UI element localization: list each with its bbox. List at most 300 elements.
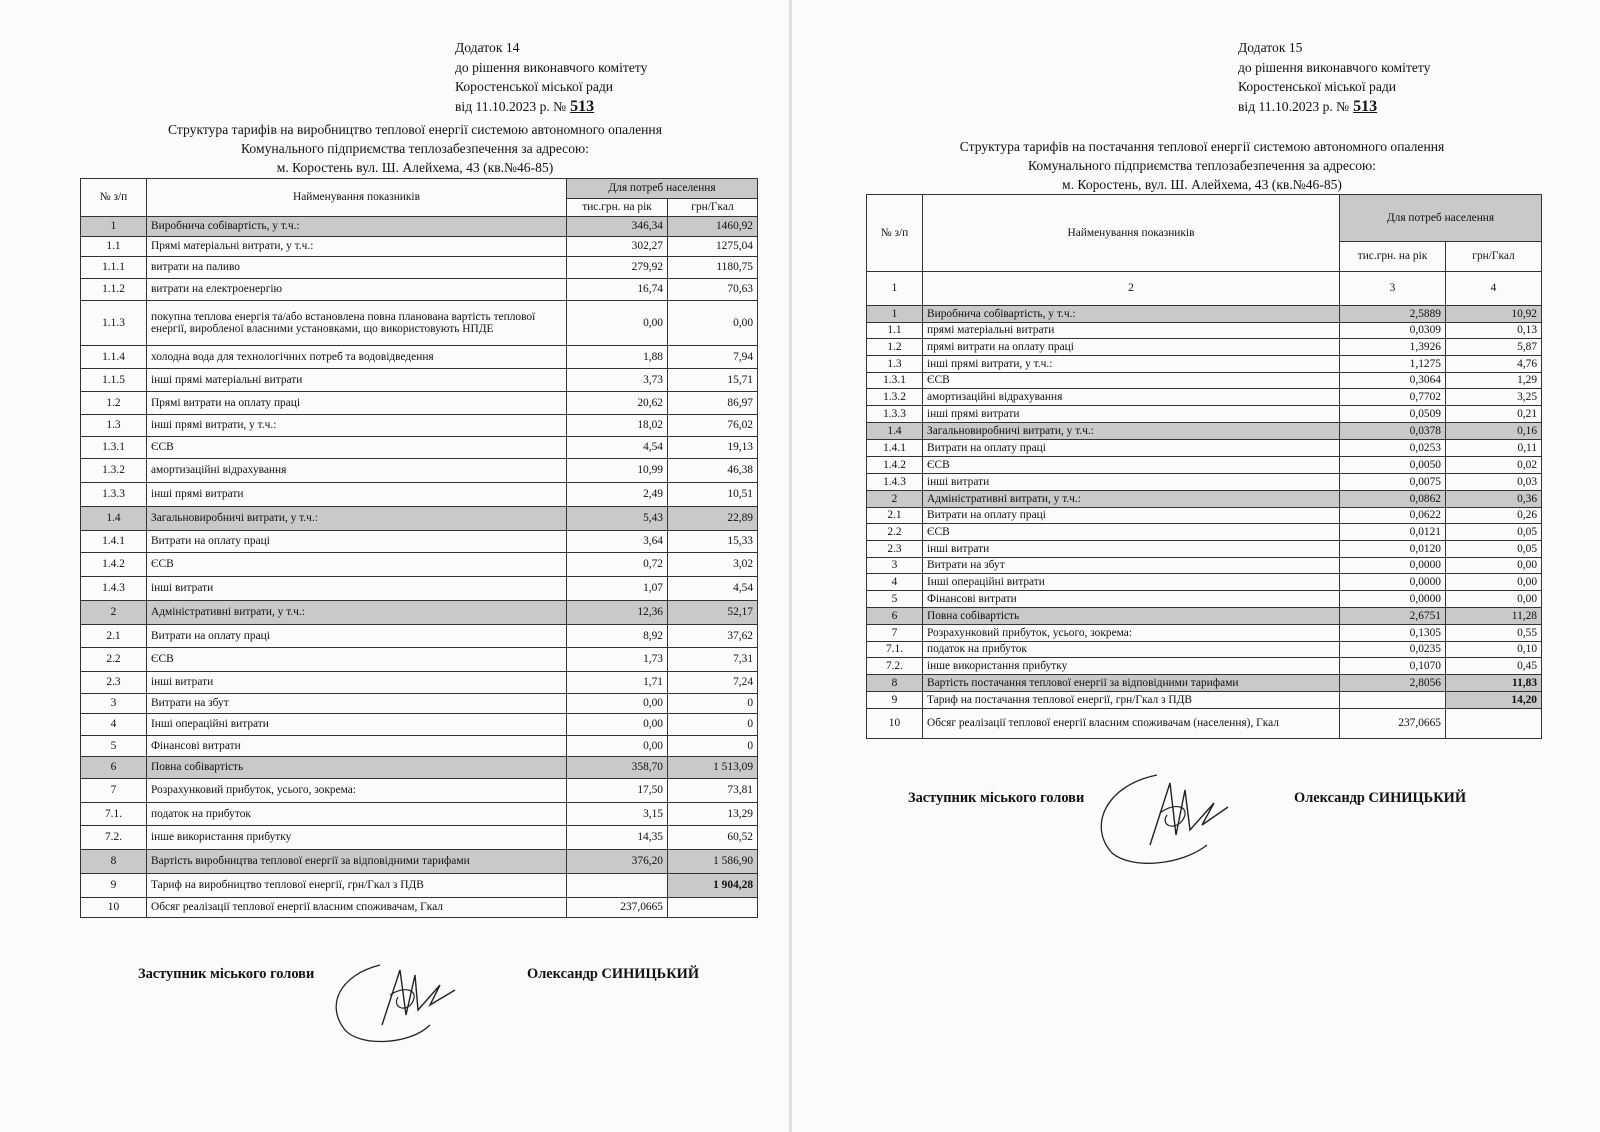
col-header-gcal: грн/Гкал	[668, 199, 758, 217]
cell-name: інші прямі матеріальні витрати	[147, 369, 567, 392]
tariff-table	[80, 178, 758, 918]
cell-number: 1	[81, 217, 147, 237]
cell-number: 2	[867, 491, 923, 508]
decision-number: 513	[1353, 97, 1378, 115]
cell-number: 1.3.2	[81, 459, 147, 483]
cell-year: 1,3926	[1340, 339, 1446, 356]
cell-number: 10	[81, 898, 147, 918]
title-line: Комунального підприємства теплозабезпечення за адресою:	[1028, 158, 1376, 173]
cell-gcal: 1 513,09	[668, 757, 758, 779]
cell-number: 7	[81, 779, 147, 803]
cell-name: Розрахунковий прибуток, усього, зокрема:	[923, 625, 1340, 642]
cell-number: 8	[867, 675, 923, 692]
cell-gcal: 86,97	[668, 392, 758, 415]
cell-gcal: 3,25	[1446, 389, 1542, 406]
cell-number: 6	[81, 757, 147, 779]
cell-year: 1,07	[567, 577, 668, 601]
table-row	[867, 574, 1542, 591]
cell-number: 1.3	[81, 415, 147, 437]
cell-gcal: 0,26	[1446, 508, 1542, 524]
header-line: Коростенської міської ради	[455, 79, 614, 94]
cell-name: покупна теплова енергія та/або встановлена повна планована вартість теплової енергії, виробленої власними установками, що використовують НПДЕ	[147, 301, 567, 346]
col-header-name: Найменування показників	[923, 195, 1340, 272]
cell-number: 1.3.3	[867, 406, 923, 423]
cell-year: 0,0050	[1340, 457, 1446, 474]
cell-name: Адміністративні витрати, у т.ч.:	[147, 601, 567, 625]
cell-gcal: 1 904,28	[668, 874, 758, 898]
cell-year: 0,72	[567, 553, 668, 577]
cell-number: 5	[867, 591, 923, 608]
cell-gcal: 0,13	[1446, 323, 1542, 339]
col-index: 1	[867, 272, 923, 306]
table-row	[81, 577, 758, 601]
cell-name: Фінансові витрати	[923, 591, 1340, 608]
cell-year: 358,70	[567, 757, 668, 779]
cell-name: ЄСВ	[147, 553, 567, 577]
cell-year: 3,15	[567, 803, 668, 826]
cell-gcal: 15,71	[668, 369, 758, 392]
cell-gcal: 11,83	[1446, 675, 1542, 692]
cell-name: Виробнича собівартість, у т.ч.:	[923, 306, 1340, 323]
tariff-table	[866, 194, 1542, 739]
table-row	[81, 553, 758, 577]
cell-name: Інші операційні витрати	[923, 574, 1340, 591]
table-row	[81, 694, 758, 714]
cell-name: інші прямі витрати, у т.ч.:	[923, 356, 1340, 373]
cell-gcal: 0,02	[1446, 457, 1542, 474]
cell-name: інші прямі витрати	[923, 406, 1340, 423]
cell-year: 0,1305	[1340, 625, 1446, 642]
table-row	[81, 531, 758, 553]
header-date: від 11.10.2023 р. №	[1238, 98, 1350, 114]
cell-gcal: 1 586,90	[668, 850, 758, 874]
table-row	[81, 257, 758, 279]
title-line: Структура тарифів на виробництво теплової енергії системою автономного опалення	[168, 122, 662, 137]
table-row	[867, 541, 1542, 558]
cell-number: 1.1.1	[81, 257, 147, 279]
appendix-header	[1238, 38, 1430, 116]
cell-gcal: 0,45	[1446, 658, 1542, 675]
cell-number: 5	[81, 736, 147, 757]
cell-gcal: 15,33	[668, 531, 758, 553]
cell-year: 0,0235	[1340, 642, 1446, 658]
col-header-number: № з/п	[81, 179, 147, 217]
table-row	[81, 459, 758, 483]
cell-number: 7.1.	[81, 803, 147, 826]
cell-name: Загальновиробничі витрати, у т.ч.:	[923, 423, 1340, 440]
cell-gcal: 0,05	[1446, 524, 1542, 541]
table-row	[867, 423, 1542, 440]
table-row	[81, 507, 758, 531]
cell-year: 0,7702	[1340, 389, 1446, 406]
cell-number: 6	[867, 608, 923, 625]
table-row	[867, 474, 1542, 491]
cell-name: Обсяг реалізації теплової енергії власним споживачам (населення), Гкал	[923, 709, 1340, 739]
cell-year: 0,00	[567, 714, 668, 736]
cell-name: податок на прибуток	[923, 642, 1340, 658]
cell-year: 0,0309	[1340, 323, 1446, 339]
cell-gcal: 19,13	[668, 437, 758, 459]
cell-name: ЄСВ	[147, 437, 567, 459]
cell-year: 0,00	[567, 736, 668, 757]
cell-gcal: 5,87	[1446, 339, 1542, 356]
table-row	[81, 392, 758, 415]
title-line: Комунального підприємства теплозабезпечення за адресою:	[241, 141, 589, 156]
cell-number: 1.4.3	[867, 474, 923, 491]
cell-number: 9	[867, 692, 923, 709]
cell-number: 10	[867, 709, 923, 739]
title-line: м. Коростень, вул. Ш. Алейхема, 43 (кв.№46-85)	[1062, 177, 1342, 192]
cell-number: 1.2	[81, 392, 147, 415]
cell-year: 10,99	[567, 459, 668, 483]
cell-year: 0,00	[567, 694, 668, 714]
cell-number: 2.3	[867, 541, 923, 558]
cell-name: Тариф на постачання теплової енергії, грн/Гкал з ПДВ	[923, 692, 1340, 709]
table-row	[81, 736, 758, 757]
table-row	[867, 675, 1542, 692]
header-date: від 11.10.2023 р. №	[455, 98, 567, 114]
col-header-year: тис.грн. на рік	[567, 199, 668, 217]
cell-name: Прямі матеріальні витрати, у т.ч.:	[147, 237, 567, 257]
cell-gcal: 0,16	[1446, 423, 1542, 440]
cell-number: 1.3	[867, 356, 923, 373]
col-index: 3	[1340, 272, 1446, 306]
cell-year	[1340, 692, 1446, 709]
page-appendix-14	[0, 0, 790, 1132]
cell-year: 237,0665	[567, 898, 668, 918]
handwritten-signature-icon	[1082, 765, 1232, 875]
table-row	[867, 457, 1542, 474]
cell-year: 302,27	[567, 237, 668, 257]
table-row	[81, 237, 758, 257]
cell-year: 3,64	[567, 531, 668, 553]
cell-number: 1.3.1	[81, 437, 147, 459]
cell-gcal: 1275,04	[668, 237, 758, 257]
cell-year: 0,0000	[1340, 558, 1446, 574]
cell-name: Вартість постачання теплової енергії за відповідними тарифами	[923, 675, 1340, 692]
table-row	[81, 217, 758, 237]
cell-name: інше використання прибутку	[147, 826, 567, 850]
cell-gcal: 76,02	[668, 415, 758, 437]
cell-year: 12,36	[567, 601, 668, 625]
cell-gcal: 22,89	[668, 507, 758, 531]
cell-number: 1.4.2	[81, 553, 147, 577]
cell-number: 4	[867, 574, 923, 591]
col-header-group: Для потреб населення	[1340, 195, 1542, 242]
cell-name: Витрати на оплату праці	[147, 531, 567, 553]
table-row	[81, 672, 758, 694]
cell-number: 1.4	[867, 423, 923, 440]
cell-name: Фінансові витрати	[147, 736, 567, 757]
cell-gcal: 46,38	[668, 459, 758, 483]
cell-name: Витрати на оплату праці	[923, 508, 1340, 524]
cell-number: 2	[81, 601, 147, 625]
col-index: 4	[1446, 272, 1542, 306]
table-row	[867, 692, 1542, 709]
cell-gcal: 0	[668, 714, 758, 736]
cell-gcal: 7,24	[668, 672, 758, 694]
cell-number: 1.3.2	[867, 389, 923, 406]
cell-year: 17,50	[567, 779, 668, 803]
cell-year: 346,34	[567, 217, 668, 237]
appendix-header	[455, 38, 647, 116]
cell-year: 8,92	[567, 625, 668, 648]
cell-year: 0,0120	[1340, 541, 1446, 558]
table-row	[81, 803, 758, 826]
cell-year: 0,0378	[1340, 423, 1446, 440]
table-row	[81, 625, 758, 648]
cell-name: інші прямі витрати	[147, 483, 567, 507]
header-line: до рішення виконавчого комітету	[455, 59, 648, 75]
cell-name: Адміністративні витрати, у т.ч.:	[923, 491, 1340, 508]
table-row	[867, 608, 1542, 625]
cell-name: інші витрати	[923, 541, 1340, 558]
cell-year: 0,00	[567, 301, 668, 346]
cell-gcal: 14,20	[1446, 692, 1542, 709]
cell-gcal: 0,21	[1446, 406, 1542, 423]
col-header-group: Для потреб населення	[567, 179, 758, 199]
cell-name: ЄСВ	[147, 648, 567, 672]
cell-name: прямі витрати на оплату праці	[923, 339, 1340, 356]
header-line: Додаток 14	[455, 40, 520, 55]
cell-gcal: 0,00	[1446, 574, 1542, 591]
cell-number: 8	[81, 850, 147, 874]
cell-gcal	[668, 898, 758, 918]
signature-name: Олександр СИНИЦЬКИЙ	[1294, 790, 1467, 806]
table-row	[81, 757, 758, 779]
cell-name: Витрати на збут	[147, 694, 567, 714]
cell-year: 3,73	[567, 369, 668, 392]
table-row	[81, 369, 758, 392]
cell-name: Витрати на оплату праці	[923, 440, 1340, 457]
cell-name: амортизаційні відрахування	[147, 459, 567, 483]
cell-year: 2,49	[567, 483, 668, 507]
cell-name: ЄСВ	[923, 373, 1340, 389]
cell-year: 0,0000	[1340, 591, 1446, 608]
cell-name: податок на прибуток	[147, 803, 567, 826]
col-header-number: № з/п	[867, 195, 923, 272]
title-line: м. Коростень вул. Ш. Алейхема, 43 (кв.№46-85)	[276, 160, 554, 175]
table-row	[81, 826, 758, 850]
cell-year: 14,35	[567, 826, 668, 850]
table-row	[867, 440, 1542, 457]
col-header-gcal: грн/Гкал	[1446, 242, 1542, 272]
cell-gcal: 13,29	[668, 803, 758, 826]
cell-year: 1,73	[567, 648, 668, 672]
document-title	[862, 137, 1542, 194]
cell-number: 1.1.2	[81, 279, 147, 301]
cell-gcal: 10,92	[1446, 306, 1542, 323]
cell-gcal: 11,28	[1446, 608, 1542, 625]
cell-number: 1.4.1	[81, 531, 147, 553]
table-row	[867, 491, 1542, 508]
cell-gcal: 37,62	[668, 625, 758, 648]
cell-year: 18,02	[567, 415, 668, 437]
cell-gcal: 1460,92	[668, 217, 758, 237]
cell-gcal: 0,11	[1446, 440, 1542, 457]
cell-name: Вартість виробництва теплової енергії за відповідними тарифами	[147, 850, 567, 874]
cell-year: 0,0121	[1340, 524, 1446, 541]
cell-gcal: 0,05	[1446, 541, 1542, 558]
page-appendix-15	[792, 0, 1600, 1132]
table-row	[81, 346, 758, 369]
table-row	[867, 306, 1542, 323]
cell-number: 1.1.3	[81, 301, 147, 346]
header-line: до рішення виконавчого комітету	[1238, 59, 1431, 75]
cell-name: Прямі витрати на оплату праці	[147, 392, 567, 415]
table-row	[867, 339, 1542, 356]
cell-year: 0,0000	[1340, 574, 1446, 591]
cell-name: Обсяг реалізації теплової енергії власним споживачам, Гкал	[147, 898, 567, 918]
cell-gcal: 10,51	[668, 483, 758, 507]
cell-year: 0,0862	[1340, 491, 1446, 508]
cell-name: інші прямі витрати, у т.ч.:	[147, 415, 567, 437]
cell-name: Інші операційні витрати	[147, 714, 567, 736]
cell-name: Загальновиробничі витрати, у т.ч.:	[147, 507, 567, 531]
cell-number: 1.1.4	[81, 346, 147, 369]
cell-name: Тариф на виробництво теплової енергії, грн/Гкал з ПДВ	[147, 874, 567, 898]
table-row	[81, 714, 758, 736]
cell-gcal	[1446, 709, 1542, 739]
cell-year: 279,92	[567, 257, 668, 279]
cell-number: 1.2	[867, 339, 923, 356]
cell-number: 1.1	[867, 323, 923, 339]
cell-number: 1.4.1	[867, 440, 923, 457]
table-row	[81, 415, 758, 437]
col-header-year: тис.грн. на рік	[1340, 242, 1446, 272]
table-row	[867, 323, 1542, 339]
table-row	[81, 279, 758, 301]
cell-year: 0,0075	[1340, 474, 1446, 491]
cell-number: 2.2	[81, 648, 147, 672]
table-row	[867, 524, 1542, 541]
cell-gcal: 0,55	[1446, 625, 1542, 642]
cell-name: Повна собівартість	[147, 757, 567, 779]
cell-gcal: 0	[668, 694, 758, 714]
cell-year: 0,0622	[1340, 508, 1446, 524]
cell-number: 7.2.	[81, 826, 147, 850]
cell-name: Виробнича собівартість, у т.ч.:	[147, 217, 567, 237]
cell-gcal: 7,31	[668, 648, 758, 672]
cell-year: 0,3064	[1340, 373, 1446, 389]
cell-gcal: 70,63	[668, 279, 758, 301]
cell-name: інші витрати	[147, 577, 567, 601]
cell-number: 3	[81, 694, 147, 714]
cell-gcal: 0,36	[1446, 491, 1542, 508]
cell-number: 2.2	[867, 524, 923, 541]
cell-gcal: 4,76	[1446, 356, 1542, 373]
cell-number: 2.1	[81, 625, 147, 648]
cell-gcal: 1180,75	[668, 257, 758, 279]
cell-number: 1.4	[81, 507, 147, 531]
cell-year: 237,0665	[1340, 709, 1446, 739]
table-row	[81, 601, 758, 625]
cell-number: 1.3.3	[81, 483, 147, 507]
cell-gcal: 7,94	[668, 346, 758, 369]
cell-gcal: 4,54	[668, 577, 758, 601]
table-row	[867, 356, 1542, 373]
table-row	[867, 558, 1542, 574]
cell-year: 1,88	[567, 346, 668, 369]
cell-number: 1.3.1	[867, 373, 923, 389]
cell-number: 9	[81, 874, 147, 898]
cell-name: витрати на електроенергію	[147, 279, 567, 301]
cell-name: витрати на паливо	[147, 257, 567, 279]
cell-name: інші витрати	[147, 672, 567, 694]
cell-number: 1.1.5	[81, 369, 147, 392]
cell-year: 5,43	[567, 507, 668, 531]
table-row	[867, 658, 1542, 675]
cell-gcal: 73,81	[668, 779, 758, 803]
cell-year: 376,20	[567, 850, 668, 874]
cell-number: 2.1	[867, 508, 923, 524]
cell-gcal: 0,00	[1446, 558, 1542, 574]
cell-number: 1.4.3	[81, 577, 147, 601]
table-row	[867, 389, 1542, 406]
cell-number: 1	[867, 306, 923, 323]
cell-name: Витрати на збут	[923, 558, 1340, 574]
cell-name: Витрати на оплату праці	[147, 625, 567, 648]
title-line: Структура тарифів на постачання теплової енергії системою автономного опалення	[959, 139, 1445, 154]
table-row	[867, 625, 1542, 642]
cell-year: 0,0509	[1340, 406, 1446, 423]
table-row	[81, 648, 758, 672]
handwritten-signature-icon	[320, 955, 460, 1050]
cell-year: 0,1070	[1340, 658, 1446, 675]
cell-name: ЄСВ	[923, 457, 1340, 474]
cell-gcal: 0,10	[1446, 642, 1542, 658]
cell-year: 2,5889	[1340, 306, 1446, 323]
cell-name: Повна собівартість	[923, 608, 1340, 625]
table-row	[867, 373, 1542, 389]
cell-year: 1,71	[567, 672, 668, 694]
col-index: 2	[923, 272, 1340, 306]
table-row	[81, 483, 758, 507]
cell-name: ЄСВ	[923, 524, 1340, 541]
header-line: Додаток 15	[1238, 40, 1303, 55]
cell-number: 3	[867, 558, 923, 574]
table-row	[81, 301, 758, 346]
cell-number: 2.3	[81, 672, 147, 694]
table-row	[867, 642, 1542, 658]
cell-gcal: 60,52	[668, 826, 758, 850]
cell-year	[567, 874, 668, 898]
cell-year: 2,8056	[1340, 675, 1446, 692]
cell-number: 7.2.	[867, 658, 923, 675]
col-header-name: Найменування показників	[147, 179, 567, 217]
cell-name: холодна вода для технологічних потреб та водовідведення	[147, 346, 567, 369]
table-row	[81, 437, 758, 459]
cell-gcal: 0,00	[668, 301, 758, 346]
cell-gcal: 0,00	[1446, 591, 1542, 608]
document-title	[80, 120, 750, 177]
cell-year: 4,54	[567, 437, 668, 459]
decision-number: 513	[570, 97, 595, 115]
cell-name: інші витрати	[923, 474, 1340, 491]
cell-name: прямі матеріальні витрати	[923, 323, 1340, 339]
table-row	[81, 874, 758, 898]
cell-year: 2,6751	[1340, 608, 1446, 625]
cell-gcal: 0,03	[1446, 474, 1542, 491]
cell-name: Розрахунковий прибуток, усього, зокрема:	[147, 779, 567, 803]
signature-name: Олександр СИНИЦЬКИЙ	[527, 966, 700, 982]
table-row	[867, 591, 1542, 608]
signature-role: Заступник міського голови	[908, 790, 1085, 806]
cell-number: 1.4.2	[867, 457, 923, 474]
cell-year: 1,1275	[1340, 356, 1446, 373]
table-row	[867, 406, 1542, 423]
header-line: Коростенської міської ради	[1238, 79, 1397, 94]
